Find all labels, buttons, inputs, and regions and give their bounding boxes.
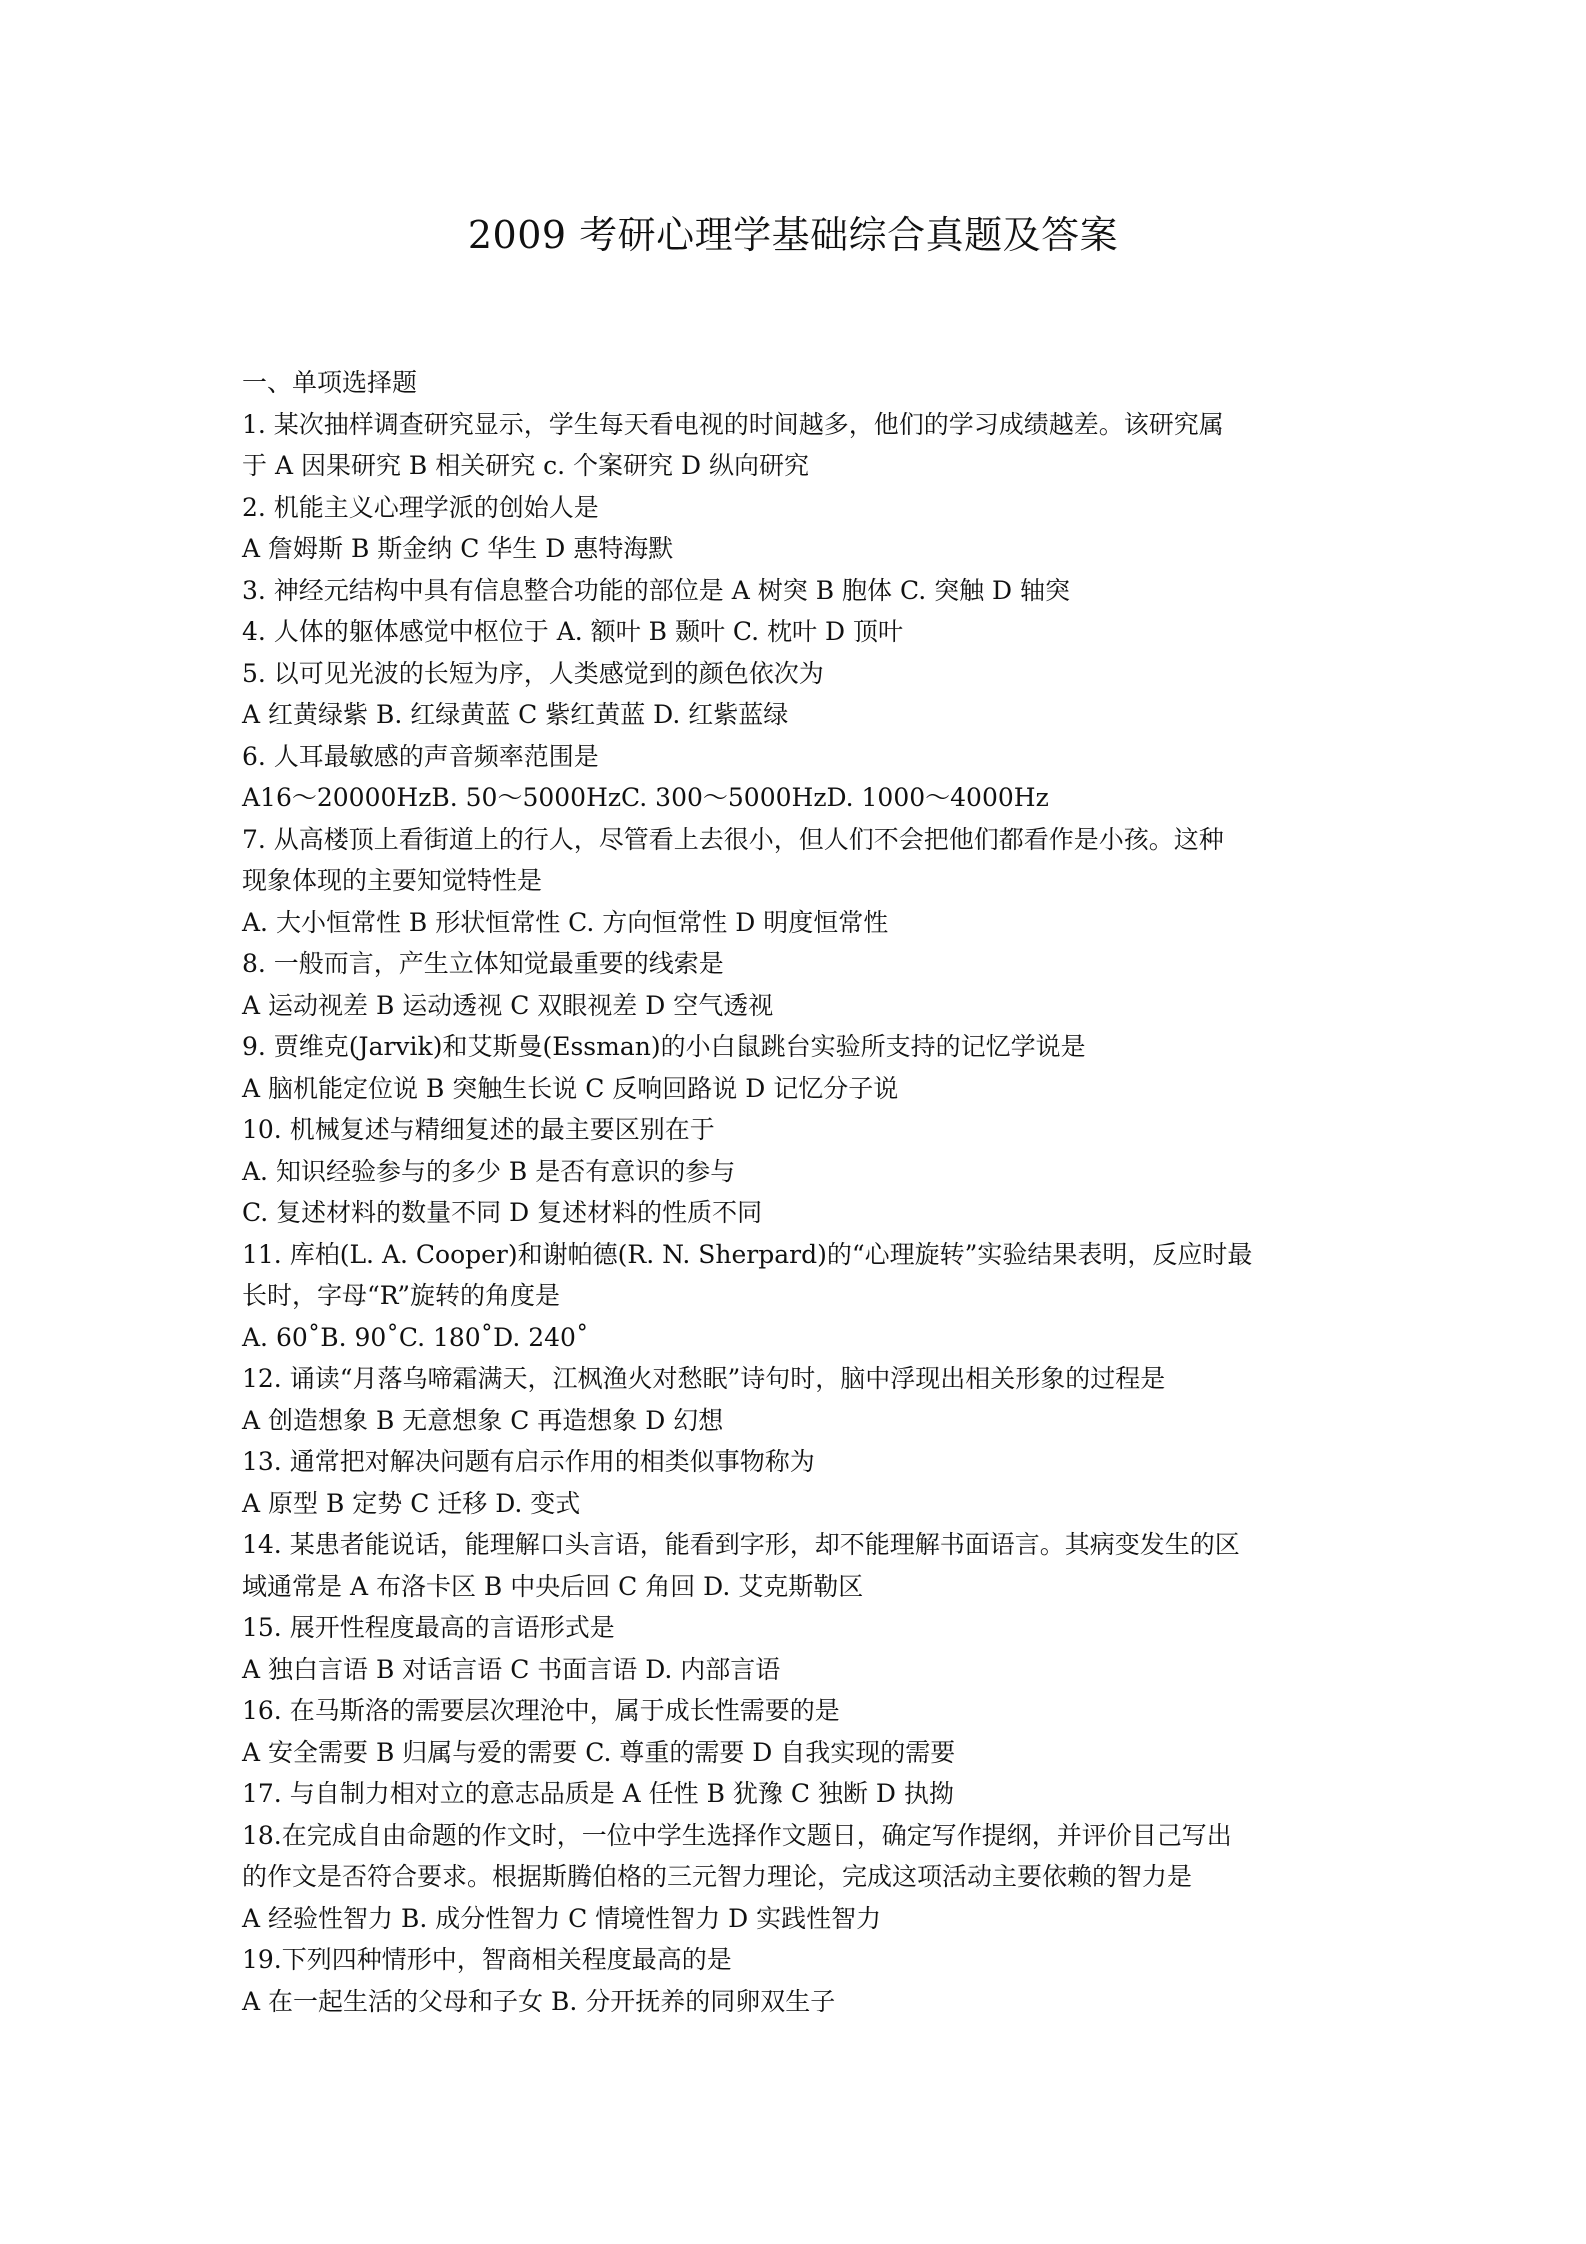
text-line: 9. 贾维克(Jarvik)和艾斯曼(Essman)的小白鼠跳台实验所支持的记忆学说是 [242,1032,1086,1061]
text-line: A 脑机能定位说 B 突触生长说 C 反响回路说 D 记忆分子说 [242,1073,899,1103]
document-title: 2009 考研心理学基础综合真题及答案 [467,213,1119,257]
text-line: 7. 从高楼顶上看街道上的行人，尽管看上去很小，但人们不会把他们都看作是小孩。这种 [242,824,1224,854]
text-line: 19.下列四种情形中，智商相关程度最高的是 [242,1945,732,1974]
text-line: 14. 某患者能说话，能理解口头言语，能看到字形，却不能理解书面语言。其病变发生的区 [242,1530,1240,1559]
text-line: A. 大小恒常性 B 形状恒常性 C. 方向恒常性 D 明度恒常性 [242,907,889,937]
text-line: A 经验性智力 B. 成分性智力 C 情境性智力 D 实践性智力 [242,1903,882,1933]
text-line: 2. 机能主义心理学派的创始人是 [242,492,599,522]
text-line: 域通常是 A 布洛卡区 B 中央后回 C 角回 D. 艾克斯勒区 [242,1571,864,1601]
text-line: 11. 库柏(L. A. Cooper)和谢帕德(R. N. Sherpard)的“心理旋转”实验结果表明，反应时最 [242,1239,1253,1269]
text-line: A 原型 B 定势 C 迁移 D. 变式 [242,1488,581,1518]
text-line: 5. 以可见光波的长短为序，人类感觉到的颜色依次为 [242,658,824,688]
text-line: 1. 某次抽样调查研究显示，学生每天看电视的时间越多，他们的学习成绩越差。该研究属 [242,409,1224,439]
text-line: 13. 通常把对解决问题有启示作用的相类似事物称为 [242,1447,815,1476]
text-line: A 安全需要 B 归属与爱的需要 C. 尊重的需要 D 自我实现的需要 [242,1737,956,1767]
text-line: A16～20000HzB. 50～5000HzC. 300～5000HzD. 1000～4000Hz [242,783,1049,812]
text-line: 现象体现的主要知觉特性是 [242,866,543,895]
text-line: A 红黄绿紫 B. 红绿黄蓝 C 紫红黄蓝 D. 红紫蓝绿 [242,700,789,729]
text-line: A 创造想象 B 无意想象 C 再造想象 D 幻想 [242,1405,724,1435]
text-line: C. 复述材料的数量不同 D 复述材料的性质不同 [242,1198,763,1227]
text-line: 6. 人耳最敏感的声音频率范围是 [242,741,599,771]
text-line: A. 知识经验参与的多少 B 是否有意识的参与 [242,1156,736,1186]
text-line: 4. 人体的躯体感觉中枢位于 A. 额叶 B 颞叶 C. 枕叶 D 顶叶 [242,617,903,646]
text-line: A 在一起生活的父母和子女 B. 分开抚养的同卵双生子 [242,1986,836,2016]
text-line: 18.在完成自由命题的作文时，一位中学生选择作文题日，确定写作提纲，并评价目己写出 [242,1820,1232,1850]
text-line: A 独白言语 B 对话言语 C 书面言语 D. 内部言语 [242,1654,781,1684]
text-line: 17. 与自制力相对立的意志品质是 A 任性 B 犹豫 C 独断 D 执拗 [242,1779,954,1808]
text-line: 于 A 因果研究 B 相关研究 c. 个案研究 D 纵向研究 [242,451,809,480]
document-body [242,362,1362,2022]
text-line: 长时，字母“R”旋转的角度是 [242,1281,561,1310]
text-line: 12. 诵读“月落乌啼霜满天，江枫渔火对愁眠”诗句时，脑中浮现出相关形象的过程是 [242,1364,1166,1393]
text-line: A. 60˚B. 90˚C. 180˚D. 240˚ [242,1322,589,1352]
text-line: 15. 展开性程度最高的言语形式是 [242,1613,615,1642]
text-line: A 詹姆斯 B 斯金纳 C 华生 D 惠特海默 [242,534,674,563]
text-line: A 运动视差 B 运动透视 C 双眼视差 D 空气透视 [242,990,774,1020]
text-line: 16. 在马斯洛的需要层次理沧中，属于成长性需要的是 [242,1696,840,1725]
text-line: 3. 神经元结构中具有信息整合功能的部位是 A 树突 B 胞体 C. 突触 D 轴突 [242,575,1071,605]
text-line: 10. 机械复述与精细复述的最主要区别在于 [242,1115,715,1144]
text-line: 的作文是否符合要求。根据斯腾伯格的三元智力理论，完成这项活动主要依赖的智力是 [242,1862,1193,1891]
text-line: 一、单项选择题 [242,368,418,397]
text-line: 8. 一般而言，产生立体知觉最重要的线索是 [242,949,724,978]
